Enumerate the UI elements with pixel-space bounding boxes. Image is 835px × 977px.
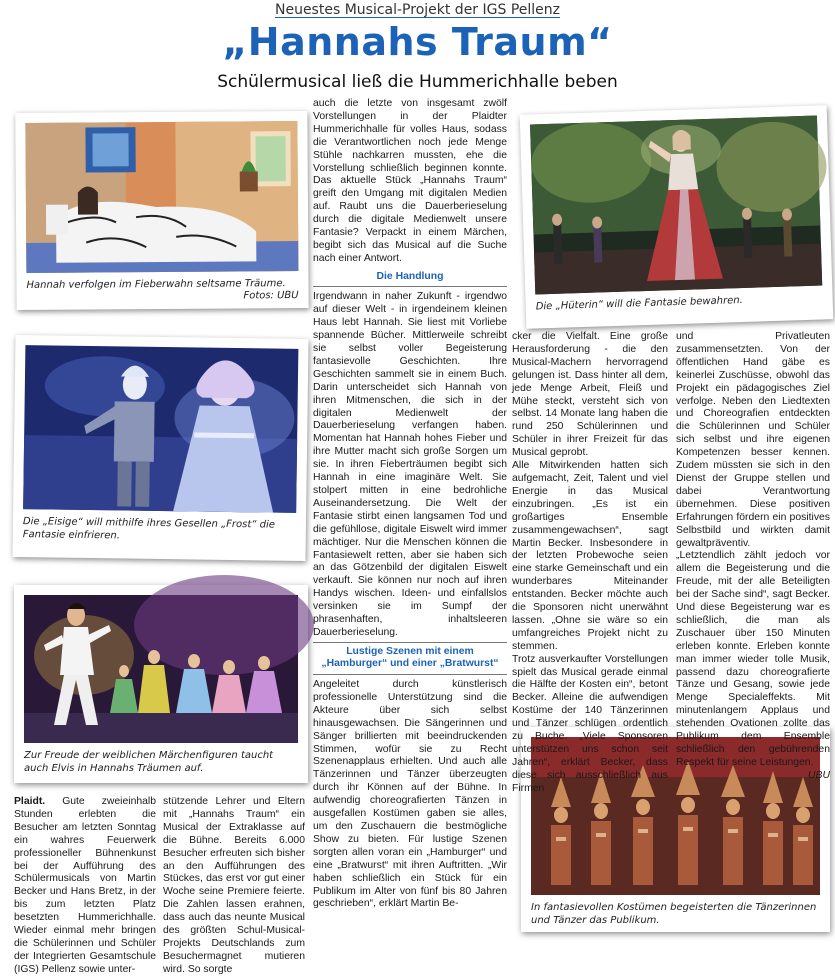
paragraph: cker die Vielfalt. Eine große Herausforderung - die den Musical-Machern hervorragend gelungen ist. Dass hinter all dem, jede Menge Arbeit, Fleiß und Mühe steckt, versteht sich von selbst. 14 Monate lang haben die rund 250 Schülerinnen und Schüler in ihrer Freizeit für das Musical geprobt. [512,331,668,459]
paragraph: auch die letzte von insgesamt zwölf Vorstellungen in der Plaidter Hummerichhalle für volles Haus, sodass die Verantwortlichen noch jede Menge Stühle nachkarren mussten, ehe die Vorstellung schließlich beginnen konnte. Das aktuelle Stück „Hannahs Traum“ greift den Umgang mit digitalen Medien auf. Raubt uns die Dauerberieselung durch die digitale Medienwelt unsere Fantasie? Verpackt in einem Märchen, begibt sich das Musical auf die Suche nach einer Antwort. [313,98,507,264]
photo-caption: In fantasievollen Kostümen begeisterten die Tänzerinnen und Tänzer das Publikum. [531,902,817,926]
elvis-scene [24,595,298,743]
article-column-5 [676,331,830,783]
photo-image [23,345,298,513]
ice-scene [23,345,298,513]
photo-eisige-frost [12,335,308,561]
dateline: Plaidt. [14,796,46,807]
paragraph: und Privatleuten zusammensetzten. Von der öffentlichen Hand gäbe es keinerlei Zuschüsse, obwohl das Projekt ein pädagogisches Ziel verfolge. Neben den Liedtexten und Choreografien entdeckten die Schülerinnen und Schüler sich selbst und ihre eigenen Kompetenzen besser kennen. Zudem müssten sie sich in den Dienst der Gruppe stellen und dabei Verantwortung übernehmen. Diese positiven Erfahrungen fördern ein positives Selbstbild und wirkten damit gewaltpräventiv. [676,331,830,549]
paragraph: Irgendwann in naher Zukunft - irgendwo auf dieser Welt - in irgendeinem kleinen Haus lebt Hannah. Sie liest mit Vorliebe spannende Bücher. Mittlerweile schreibt sie selbst voller Begeisterung fantasievolle Geschichten. Ihre Geschichten sammelt sie in einem Buch. Darin unterscheidet sich Hannah von ihren Mitmenschen, die sich in der digitalen Medienwelt der Dauerberieselung verfangen haben. Momentan hat Hannah hohes Fieber und ihre Mutter macht sich große Sorgen um sie. In ihren Fieberträumen begibt sich Hannah in eine imaginäre Welt. Sie stolpert mitten in eine bedrohliche Auseinandersetzung. Die Welt der Fantasie stirbt einen langsamen Tod und die gefühllose, digitale Eiswelt wird immer mächtiger. Nur die Menschen können die Fantasiewelt retten, aber sie haben sich an das Götzenbild der digitalen Eiswelt verkauft. Sie können nur noch auf ihren Handys wischen. Ideen- und einfallslos versinken sie im Sumpf der phrasenhaften, inhaltsleeren Dauerberieselung. [313,291,507,638]
photo-caption: Zur Freude der weiblichen Märchenfiguren taucht auch Elvis in Hannahs Träumen auf. [24,750,274,774]
paragraph: stützende Lehrer und Eltern mit „Hannahs Traum“ ein Musical der Extraklasse auf die Bühne. Bereits 6.000 Besucher erfreuten sich bisher an den Aufführungen des Stückes, das erst vor gut einer Woche seine Premiere feierte. Die Zahlen lassen erahnen, dass auch das neunte Musical des größten Schul-Musical-Projekts Deutschlands zum Besuchermagnet mutieren wird. So sorgte [163,796,305,975]
paragraph: Trotz ausverkaufter Vorstellungen spielt das Musical gerade einmal die Hälfte der Kosten ein“, betont Becker. Alleine die aufwendigen Kostüme der 140 Tänzerinnen und Tänzer schlügen ordentlich zu Buche. „Viele Sponsoren unterstützen uns schon seit Jahren“, erklärt Becker, dass diese sich ausschließlich aus Firmen [512,653,668,794]
subheadline: Schülermusical ließ die Hummerichhalle beben [217,72,618,92]
photo-hueterin [520,105,834,329]
photo-caption: Die „Eisige“ will mithilfe ihres Gesellen „Frost“ die Fantasie einfrieren. [22,516,276,542]
photo-image [25,121,298,273]
paragraph [14,796,156,977]
article-column-1 [14,796,156,977]
photo-image [530,116,822,295]
subheading-handlung: Die Handlung [313,268,507,288]
author-signature: UBU [808,769,830,781]
bedroom-scene [25,121,298,273]
article-column-4 [512,331,668,796]
photo-image [24,595,298,743]
paragraph: „Letztendlich zählt jedoch vor allem die Begeisterung und die Freude, mit der alle Beteiligten bei der Sache sind“, sagt Becker. Und diese Begeisterung war es schließlich, die man als Zuschauer über 150 Minuten erleben konnte. Erleben konnte man immer wieder tolle Musik, passend dazu choreografierte Tänze und Gesang, sowie jede Menge Specialeffekts. Mit minutenlangem Applaus und stehenden Ovationen zollte das Publikum dem Ensemble schließlich den gebührenden Respekt für seine Leistungen. [676,550,830,768]
photo-caption: Die „Hüterin“ will die Fantasie bewahren. [535,294,743,313]
photo-caption: Hannah verfolgen im Fieberwahn seltsame Träume. [26,278,286,291]
kicker-text: Neuestes Musical-Projekt der IGS Pellenz [274,2,561,18]
kicker-line [0,2,835,18]
article-column-3 [313,98,507,911]
photo-credit: Fotos: UBU [243,290,299,302]
photo-hannah-bed [15,111,308,310]
subheading-hamburger: Lustige Szenen mit einem „Hamburger“ und einer „Bratwurst“ [313,642,507,675]
paragraph-text: Gute zweieinhalb Stunden erlebten die Besucher am letzten Sonntag ein wahres Feuerwerk professioneller Bühnenkunst bei der Aufführung des Schülermusicals von Martin Becker und Hans Bretz, in der bis zum letzten Platz besetzten Hummerichhalle. Wieder einmal mehr bringen die Schülerinnen und Schüler der Integrierten Gesamtschule (IGS) Pellenz sowie unter- [14,796,156,975]
guardian-scene [530,116,822,295]
article-column-2 [163,796,305,977]
paragraph: Alle Mitwirkenden hatten sich aufgemacht, Zeit, Talent und viel Energie in das Musical einzubringen. „Es ist ein großartiges Ensemble zusammengewachsen“, sagt Martin Becker. Insbesondere in der letzten Probewoche seien eine starke Gemeinschaft und ein wunderbares Miteinander entstanden. Becker möchte auch die Sponsoren nicht unerwähnt lassen. „Ohne sie wäre so ein umfangreiches Projekt nicht zu stemmen. [512,460,668,652]
photo-elvis [14,585,308,783]
headline: „Hannahs Traum“ [222,20,613,64]
paragraph: Angeleitet durch künstlerisch professionelle Unterstützung sind die Akteure über sich selbst hinausgewachsen. Die Sängerinnen und Sänger brillierten mit beeindruckenden Stimmen, wofür sie zu Recht Szenenapplaus erhielten. Und auch alle Tänzerinnen und Tänzer überzeugten durch ihr Können auf der Bühne. In aufwendig choreografierten Tänzen in ausgefallen Kostümen gaben sie alles, um den Zuschauern die bestmögliche Show zu bieten. Für lustige Szenen sorgten allen voran ein „Hamburger“ und eine „Bratwurst“ mit ihren Auftritten. „Wir haben schließlich ein Stück für ein Publikum im Alter von fünf bis 80 Jahren geschrieben“, erklärt Martin Be- [313,679,507,910]
